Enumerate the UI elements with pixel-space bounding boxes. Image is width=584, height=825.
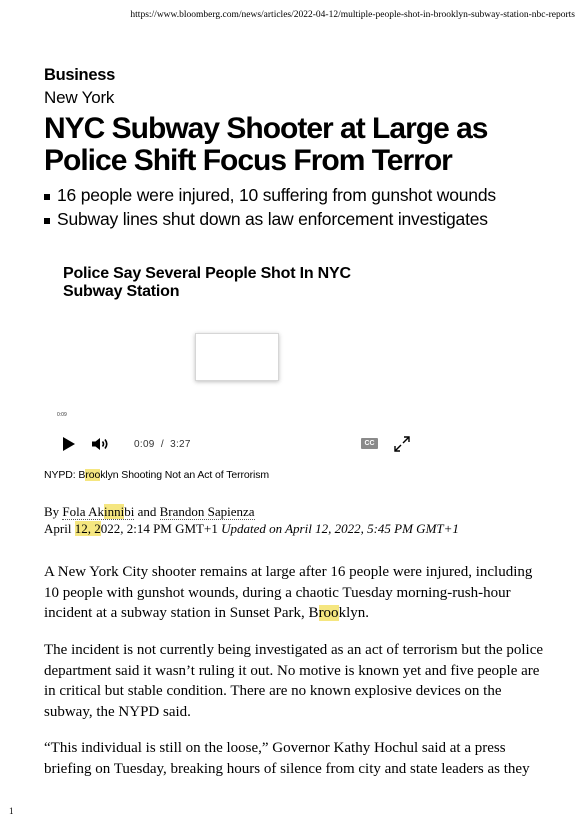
page-number: 1 (9, 806, 14, 816)
article-paragraph: A New York City shooter remains at large after 16 people were injured, including 10 people with gunshot wounds, during a chaotic Tuesday morning-rush-hour incident at a subway station in Sunset Park, Brooklyn. (44, 564, 533, 621)
updated-timestamp: Updated on April 12, 2022, 5:45 PM GMT+1 (221, 521, 459, 536)
article-paragraph: “This individual is still on the loose,” Governor Kathy Hochul said at a press briefing on Tuesday, breaking hours of silence from city and state leaders as they (44, 740, 530, 777)
summary-bullet: Subway lines shut down as law enforcement investigates (44, 207, 574, 231)
closed-captions-button[interactable]: CC (361, 438, 378, 449)
bullet-square-icon (44, 194, 50, 200)
author-link-fola-akinnibi[interactable]: Fola Akinnibi (62, 504, 135, 519)
video-time-display: 0:09 / 3:27 (134, 439, 191, 450)
subsection-label[interactable]: New York (44, 88, 115, 107)
summary-bullet: 16 people were injured, 10 suffering from gunshot wounds (44, 183, 574, 207)
volume-icon[interactable] (91, 437, 111, 451)
summary-bullets (44, 183, 574, 231)
fullscreen-expand-icon[interactable] (393, 435, 411, 453)
publish-dateline: April 12, 2022, 2:14 PM GMT+1 Updated on April 12, 2022, 5:45 PM GMT+1 (44, 521, 459, 536)
author-link-brandon-sapienza[interactable]: Brandon Sapienza (159, 504, 255, 519)
byline: By Fola Akinnibi and Brandon Sapienza (44, 504, 255, 519)
video-caption: NYPD: Brooklyn Shooting Not an Act of Terrorism (44, 469, 270, 481)
article-paragraph: The incident is not currently being investigated as an act of terrorism but the police department said it wasn’t ruling it out. No motive is known yet and five people are in critical but stable condition. There are no known explosive devices on the subway, the NYPD said. (44, 642, 544, 720)
play-button[interactable] (63, 437, 75, 451)
video-title: Police Say Several People Shot In NYC Subway Station (63, 265, 351, 300)
video-player-frame[interactable] (195, 333, 279, 381)
article-headline: NYC Subway Shooter at Large as Police Shift Focus From Terror (44, 112, 488, 177)
page-url[interactable]: https://www.bloomberg.com/news/articles/2022-04-12/multiple-people-shot-in-brooklyn-subway-station-nbc-reports (130, 10, 575, 20)
bullet-square-icon (44, 218, 50, 224)
section-label[interactable]: Business (44, 66, 115, 84)
video-elapsed-indicator: 0:09 (57, 412, 67, 418)
